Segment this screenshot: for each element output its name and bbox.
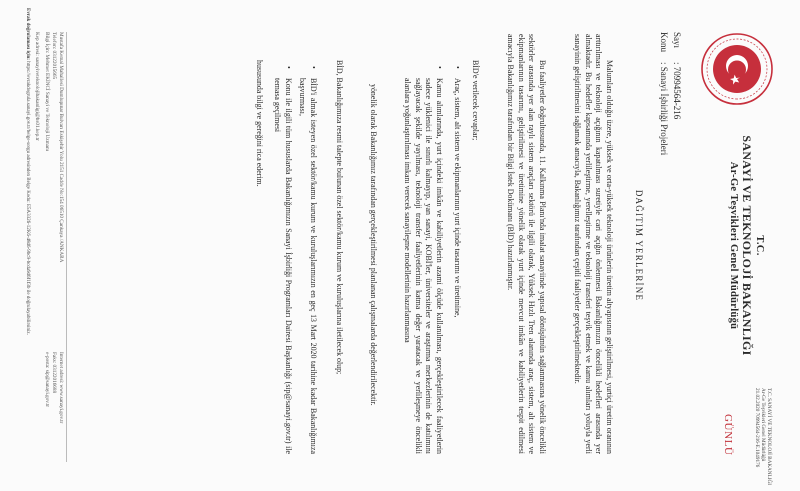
bullet-dot-icon: • xyxy=(435,66,444,69)
verification-label: Evrak doğrulaması için: xyxy=(25,8,30,60)
subject-row xyxy=(659,32,669,155)
reference-line-1: T.C. SANAYİ VE TEKNOLOJİ BAKANLIĞI xyxy=(766,388,772,485)
bullet-item xyxy=(402,66,444,454)
footer-right xyxy=(42,352,64,423)
footer-left xyxy=(42,32,64,262)
priority-stamp: GÜNLÜ xyxy=(722,414,734,456)
number-label: Sayı xyxy=(672,32,682,49)
bullet-text: Kamu alımlarında, yurt içindeki imkân ve kabiliyetlerin azami ölçüde kullanılması, gerçekleştirilecek faaliyetlerin sadece yüklenici ile sınırlı kalmayıp, yan sanayi, KOBİ'ler, üniversiteler ve araştırma merkezlerinin de katılımını sağlayacak şekilde yayılması, teknoloji transfer faaliyetlerinin katma değer yaratacak ve yerlileşmeye öncelikli alanlara yoğunlaştırılması imkanı verecek sanayileşme modellerinin hazırlanmasına xyxy=(403,78,444,454)
paragraph-intro: Malumları olduğu üzere, yüksek ve orta-yüksek teknoloji ürünlerin üretim altyapısının geliştirilmesi, yurtiçi üretim oranının arttırılması ve teknoloji açığının kapatılması suretiyle cari açığın önlenmesi Bakanlığımızın öncelikli hedefleri arasında yer almaktadır. Bu hedefler kapsamında yerlileştirme, yerelleştirme ve teknoloji transferi teşvik etmek ve kamu alımları yoluyla yerli sanayinin geliştirilmesini sağlamak amacıyla, Bakanlığımız tarafından çeşitli faaliyetler gerçekleştirilmektedir. xyxy=(573,34,614,454)
paragraph-answers-intro: BİD'e verilecek cevaplar; xyxy=(471,60,480,141)
bullet-dot-icon: • xyxy=(284,66,293,69)
bullet-item xyxy=(297,66,318,454)
bullet-text: Araç, sistem, alt sistem ve ekipmanlarının yurt içinde tasarımı ve üretimine, xyxy=(453,78,462,318)
paragraph-delivery: BİD, Bakanlığımıza resmi talepte bulunan özel sektör/kamu kurum ve kuruluşlarına iletilecek olup; xyxy=(335,60,344,375)
letterhead-ministry: SANAYİ VE TEKNOLOJİ BAKANLIĞI xyxy=(740,135,754,356)
number-row xyxy=(672,32,682,119)
verification-note xyxy=(24,8,31,478)
bullet-item xyxy=(272,66,293,454)
verification-text: https://evrakdogrula.sanayi.gov.tr/belge-sorgu adresinden Belge Kodu: E5A3326-12K6-48d6-9bc9-bcda9d6f1f3b ile doğrulayabilirsiniz. xyxy=(25,61,30,335)
bullet-item xyxy=(451,66,462,454)
reference-line-2: Ar-Ge Teşvikleri Genel Müdürlüğü xyxy=(759,388,766,462)
footer-fax: Faks: 03122016688 xyxy=(50,352,57,394)
bullet-text: BİD'i almak isteyen özel sektör/kamu kurum ve kuruluşlarımızın en geç 13 Mart 2020 tarihine kadar Bakanlığımıza başvurması, xyxy=(298,78,318,454)
closing-line: hususunda bilgi ve gereğini rica ederim. xyxy=(255,60,264,187)
paragraph-activities: Bu faaliyetler doğrultusunda, 11. Kalkınma Planı'nda imalat sanayiinde yapısal dönüşümün sağlanmasına yönelik öncelikli sektörler arasında yer alan raylı sistem araçları sektörü ile ilgili olarak, Yüksek Hızlı Tren alanında araç, sistem, alt sistem ve ekipmanlarının tasarımı, geliştirilmesi ve üretimine yönelik olarak yurt içinde mevcut imkân ve kabiliyetlerin tespit edilmesi amacıyla Bakanlığımız tarafından bir Bilgi İstek Dokümanı (BİD) hazırlanmıştır. xyxy=(506,34,547,454)
bullet-dot-icon: • xyxy=(453,66,462,69)
footer-website: Internet adresi: www.sanayi.gov.tr xyxy=(58,352,64,424)
footer-address: Mustafa Kemal Mahallesi Dumlupınar Bulvarı Eskişehir Yolu 2151 Cadde No:154 06510 Çankaya /ANKARA xyxy=(58,32,64,263)
distribution-title: DAĞITIM YERLERİNE xyxy=(634,189,644,302)
subject-label: Konu xyxy=(659,32,669,52)
letterhead-line-1: T.C. xyxy=(754,235,765,256)
reference-line-3: 21.02.2020 70994564-216-E.1049176 xyxy=(753,388,760,468)
subject-value: : Sanayi İşbirliği Projeleri xyxy=(659,62,669,156)
number-value: : 70994564-216 xyxy=(672,62,682,120)
bullet-text: Konu ile ilgili tüm hususlarda Bakanlığımızın Sanayi İşbirliği Programları Dairesi Başkanlığı (sip@sanayi.gov.tr) ile temasa geçilmesi xyxy=(273,78,293,454)
footer-contact-person: Bilgi İçin: Mehmet EKİNCİ Sanayi ve Teknoloji Uzmanı xyxy=(43,32,50,151)
bullet-text: yönelik olarak Bakanlığımız tarafından gerçekleştirilmesi planlanan çalışmalarda değerlendirilecektir. xyxy=(369,84,378,406)
bullet-dot-icon: • xyxy=(309,66,318,69)
footer-phone: Telefon: 03122015665 xyxy=(50,32,57,80)
letterhead-directorate: Ar-Ge Teşvikleri Genel Müdürlüğü xyxy=(728,161,739,330)
document-reference-block xyxy=(753,388,772,485)
footer-kep: Kep adresi: sanayiveteknolojibakanligi@hs01.kep.tr xyxy=(34,32,40,141)
footer-divider xyxy=(66,32,67,462)
footer-email: e-posta: sip@sanayi.gov.tr xyxy=(43,352,50,408)
bullet-continuation xyxy=(367,60,378,454)
